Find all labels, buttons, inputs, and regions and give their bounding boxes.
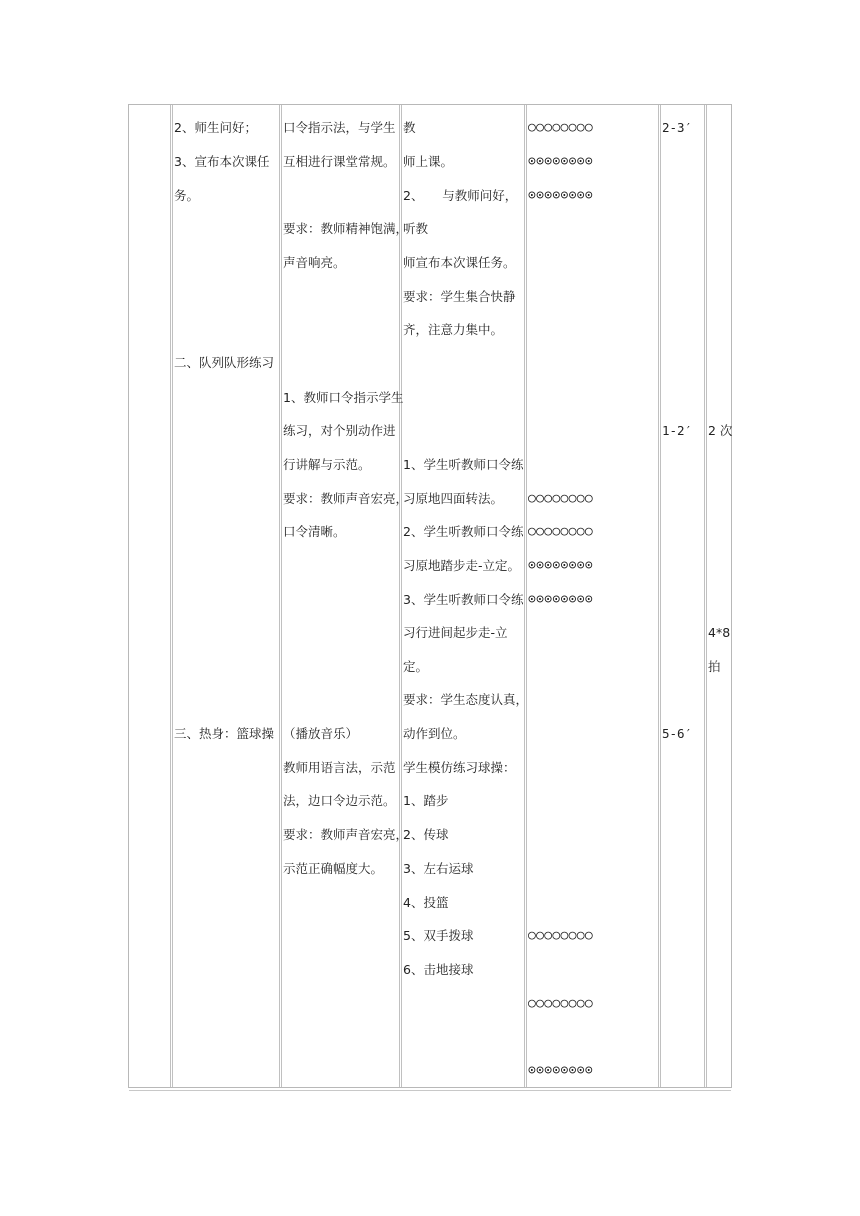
cell-text-line: 5、双手拨球: [403, 928, 474, 943]
cell-text-line: 学生模仿练习球操：: [403, 760, 516, 775]
count-label: 拍: [708, 659, 721, 674]
cell-text-line: 2、师生问好；: [174, 120, 257, 135]
cell-text-line: 要求：教师精神饱满，: [283, 221, 409, 236]
count-column: [708, 105, 731, 1087]
cell-text-line: 师宣布本次课任务。: [403, 255, 516, 270]
cell-text-line: 要求：教师声音宏亮，: [283, 827, 409, 842]
cell-text-line: 练习，对个别动作进: [283, 423, 396, 438]
cell-text-line: 齐，注意力集中。: [403, 322, 504, 337]
cell-text-line: 二、队列队形练习: [174, 355, 275, 370]
cell-text-line: （播放音乐）: [283, 726, 359, 741]
formation-line: ○○○○○○○○: [528, 996, 594, 1011]
table-bottom-border: [129, 1090, 731, 1091]
cell-text-line: 要求：学生态度认真，: [403, 692, 529, 707]
cell-text-line: 口令指示法，与学生: [283, 120, 396, 135]
formation-line: ○○○○○○○○: [528, 120, 594, 135]
cell-text-line: 三、热身：篮球操: [174, 726, 275, 741]
cell-text-line: 声音响亮。: [283, 255, 346, 270]
cell-text-line: 2、传球: [403, 827, 449, 842]
cell-text-line: 4、投篮: [403, 895, 449, 910]
cell-text-line: 要求：教师声音宏亮，: [283, 491, 409, 506]
cell-text-line: 师上课。: [403, 154, 454, 169]
lesson-plan-table: [128, 104, 732, 1088]
cell-text-line: 务。: [174, 188, 200, 203]
cell-text-line: 习行进间起步走-立: [403, 625, 508, 640]
formation-line: ○○○○○○○○: [528, 524, 594, 539]
column-divider: [170, 105, 171, 1087]
column-divider: [399, 105, 402, 1087]
time-label: 1-2′: [662, 423, 693, 438]
cell-text-line: 3、学生听教师口令练: [403, 592, 524, 607]
cell-text-line: 2、学生听教师口令练: [403, 524, 524, 539]
cell-text-line: 1、教师口令指示学生: [283, 390, 404, 405]
content-column: [174, 105, 279, 1087]
cell-text-line: 习原地踏步走-立定。: [403, 558, 521, 573]
cell-text-line: 口令清晰。: [283, 524, 346, 539]
count-label: 4*8: [708, 625, 731, 640]
formation-column: [528, 105, 658, 1087]
cell-text-line: 行讲解与示范。: [283, 457, 371, 472]
column-divider: [704, 105, 707, 1087]
time-label: 5-6′: [662, 726, 693, 741]
cell-text-line: 听教: [403, 221, 429, 236]
cell-text-line: 要求：学生集合快静: [403, 289, 516, 304]
cell-text-line: 动作到位。: [403, 726, 466, 741]
student-activity-column: [403, 105, 529, 1087]
formation-line: ○○○○○○○○: [528, 928, 594, 943]
time-label: 2-3′: [662, 120, 693, 135]
time-column: [662, 105, 704, 1087]
cell-text-line: 6、击地接球: [403, 962, 474, 977]
cell-text-line: 3、宣布本次课任: [174, 154, 270, 169]
cell-text-line: 2、 与教师问好，: [403, 188, 518, 203]
formation-line: ○○○○○○○○: [528, 491, 594, 506]
formation-line: ⊙⊙⊙⊙⊙⊙⊙⊙: [528, 188, 594, 203]
cell-text-line: 教: [403, 120, 416, 135]
formation-line: ⊙⊙⊙⊙⊙⊙⊙⊙: [528, 1063, 594, 1078]
cell-text-line: 1、踏步: [403, 793, 449, 808]
column-divider: [658, 105, 661, 1087]
formation-line: ⊙⊙⊙⊙⊙⊙⊙⊙: [528, 154, 594, 169]
cell-text-line: 3、左右运球: [403, 861, 474, 876]
count-label: 2 次: [708, 423, 733, 438]
formation-line: ⊙⊙⊙⊙⊙⊙⊙⊙: [528, 592, 594, 607]
cell-text-line: 1、学生听教师口令练: [403, 457, 524, 472]
teacher-activity-column: [283, 105, 409, 1087]
cell-text-line: 法，边口令边示范。: [283, 793, 396, 808]
cell-text-line: 习原地四面转法。: [403, 491, 504, 506]
cell-text-line: 教师用语言法，示范: [283, 760, 396, 775]
column-divider: [172, 105, 173, 1087]
cell-text-line: 定。: [403, 659, 429, 674]
cell-text-line: 互相进行课堂常规。: [283, 154, 396, 169]
column-divider: [524, 105, 527, 1087]
formation-line: ⊙⊙⊙⊙⊙⊙⊙⊙: [528, 558, 594, 573]
column-divider: [279, 105, 282, 1087]
cell-text-line: 示范正确幅度大。: [283, 861, 384, 876]
